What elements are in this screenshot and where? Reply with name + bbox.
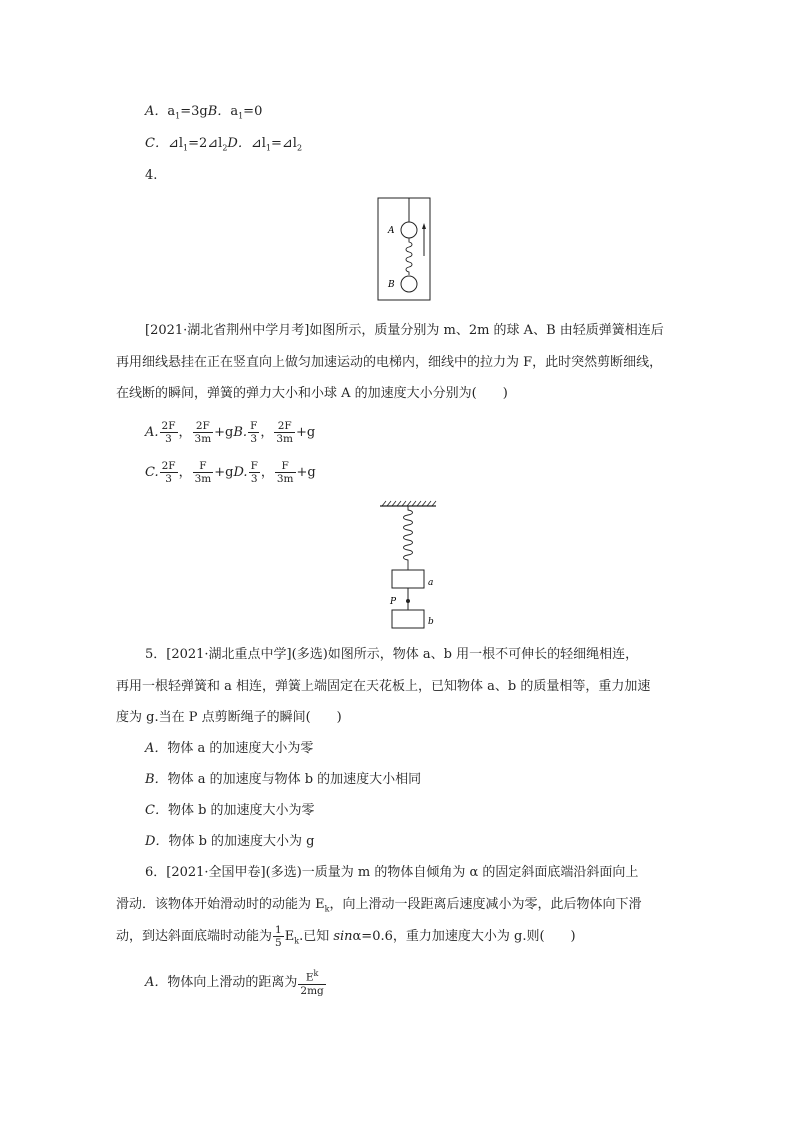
q3-option-a-letter: A． [145, 104, 168, 119]
cut-point-p [406, 599, 410, 603]
q3-option-b-value: =0 [243, 104, 263, 119]
q5-option-b: B．物体 a 的加速度与物体 b 的加速度大小相同 [145, 772, 422, 787]
q4-opt-b-frac2: $\frac{2F}{3m}$ [276, 420, 294, 445]
q6-option-a-fraction: $\frac{E^k}{2mg}$ [300, 969, 324, 997]
q4-opt-d-letter: D. [233, 465, 248, 480]
ball-b [401, 276, 417, 292]
q6-stem-line2: 滑动．该物体开始滑动时的动能为 $E_k$，向上滑动一段距离后速度减小为零，此后物体向下滑 [116, 897, 642, 914]
q3-option-d-s2: 2 [296, 143, 303, 153]
q4-opt-d-frac1: $\frac{F}{3}$ [250, 460, 258, 485]
q6-stem-line1: 6．[2021·全国甲卷](多选)一质量为 m 的物体自倾角为 α 的固定斜面底端沿斜面向上 [145, 865, 639, 880]
q3-option-b-letter: B． [207, 104, 231, 119]
ball-a [401, 222, 417, 238]
ceiling-hatch-icon [380, 501, 436, 506]
q5-fig-label-a: a [428, 578, 434, 588]
q4-opt-b-letter: B. [233, 425, 248, 440]
q3-option-c-s1: 1 [183, 143, 189, 153]
q3-option-b-sub: 1 [238, 111, 244, 121]
q6-option-a: A．物体向上滑动的距离为 $\frac{E^k}{2mg}$ [145, 969, 324, 997]
q4-options-row-cd: C. $\frac{2F}{3}$ ， $\frac{F}{3m}$ +gD. $\frac{F}{3}$ ， $\frac{F}{3m}$ +g [145, 460, 316, 485]
q4-opt-d-frac2: $\frac{F}{3m}$ [276, 460, 294, 485]
q3-option-c-s2: 2 [222, 143, 228, 153]
q3-option-a-var: a [167, 104, 176, 119]
q5-fig-label-b: b [428, 617, 434, 627]
q3-options-row-ab [145, 103, 262, 126]
q3-option-b-var: a [230, 104, 239, 119]
q5-option-c: C．物体 b 的加速度大小为零 [145, 803, 315, 818]
q5-fig-label-p: P [390, 597, 397, 607]
q5-stem-line3: 度为 g.当在 P 点剪断绳子的瞬间( ) [116, 710, 342, 725]
q5-option-a: A．物体 a 的加速度大小为零 [145, 741, 314, 756]
q4-opt-b-frac1: $\frac{F}{3}$ [250, 420, 258, 445]
q4-opt-a-letter: A. [145, 425, 159, 440]
q3-option-c-t2: =2⊿l [188, 136, 223, 151]
q4-fig-label-a: A [388, 226, 395, 236]
q3-option-d-s1: 1 [265, 143, 272, 153]
q5-stem-line1: 5．[2021·湖北重点中学](多选)如图所示，物体 a、b 用一根不可伸长的轻细绳相连， [145, 647, 639, 662]
block-a [392, 570, 424, 588]
q4-stem-line3: 在线断的瞬间，弹簧的弹力大小和小球 A 的加速度大小分别为( ) [116, 386, 508, 401]
spring-ab [406, 238, 412, 275]
q4-stem-line2: 再用细线悬挂在正在竖直向上做匀加速运动的电梯内，细线中的拉力为 F，此时突然剪断细线， [116, 355, 663, 370]
q4-fig-label-b: B [388, 280, 395, 290]
q3-option-a-value: =3g [180, 104, 208, 119]
q5-stem-line2: 再用一根轻弹簧和 a 相连，弹簧上端固定在天花板上，已知物体 a、b 的质量相等，重力加速 [116, 679, 651, 694]
q4-opt-a-frac2: $\frac{2F}{3m}$ [194, 420, 212, 445]
q3-option-d-t1: ⊿l [250, 136, 266, 151]
q3-options-row-cd [145, 135, 302, 158]
block-b [392, 610, 424, 628]
q4-opt-a-frac1: $\frac{2F}{3}$ [161, 420, 176, 445]
q3-option-d-t2: =⊿l [271, 136, 297, 151]
q4-number: 4. [145, 168, 158, 183]
q4-elevator-figure [376, 196, 432, 302]
q4-options-row-ab: A. $\frac{2F}{3}$ ， $\frac{2F}{3m}$ +gB. $\frac{F}{3}$ ， $\frac{2F}{3m}$ +g [145, 420, 316, 445]
q3-option-d-letter: D． [227, 136, 251, 151]
q3-option-c-letter: C． [145, 136, 168, 151]
spring [404, 506, 413, 570]
q5-spring-blocks-figure [376, 500, 446, 634]
q5-option-d: D．物体 b 的加速度大小为 g [145, 834, 315, 849]
q3-option-a-sub: 1 [175, 111, 181, 121]
acceleration-arrow-icon [422, 223, 426, 256]
q4-opt-c-letter: C. [145, 465, 159, 480]
q6-stem-line3: 动，到达斜面底端时动能为 $\frac{1}{5}$ $E_k$.已知 sinα=0.6，重力加速度大小为 g.则( ) [116, 924, 576, 949]
q4-opt-c-frac1: $\frac{2F}{3}$ [161, 460, 176, 485]
q6-fraction-one-fifth: $\frac{1}{5}$ [275, 924, 282, 949]
q4-opt-c-frac2: $\frac{F}{3m}$ [194, 460, 212, 485]
q3-option-c-t1: ⊿l [167, 136, 184, 151]
q4-stem-line1: [2021·湖北省荆州中学月考]如图所示，质量分别为 m、2m 的球 A、B 由轻质弹簧相连后 [145, 323, 664, 338]
